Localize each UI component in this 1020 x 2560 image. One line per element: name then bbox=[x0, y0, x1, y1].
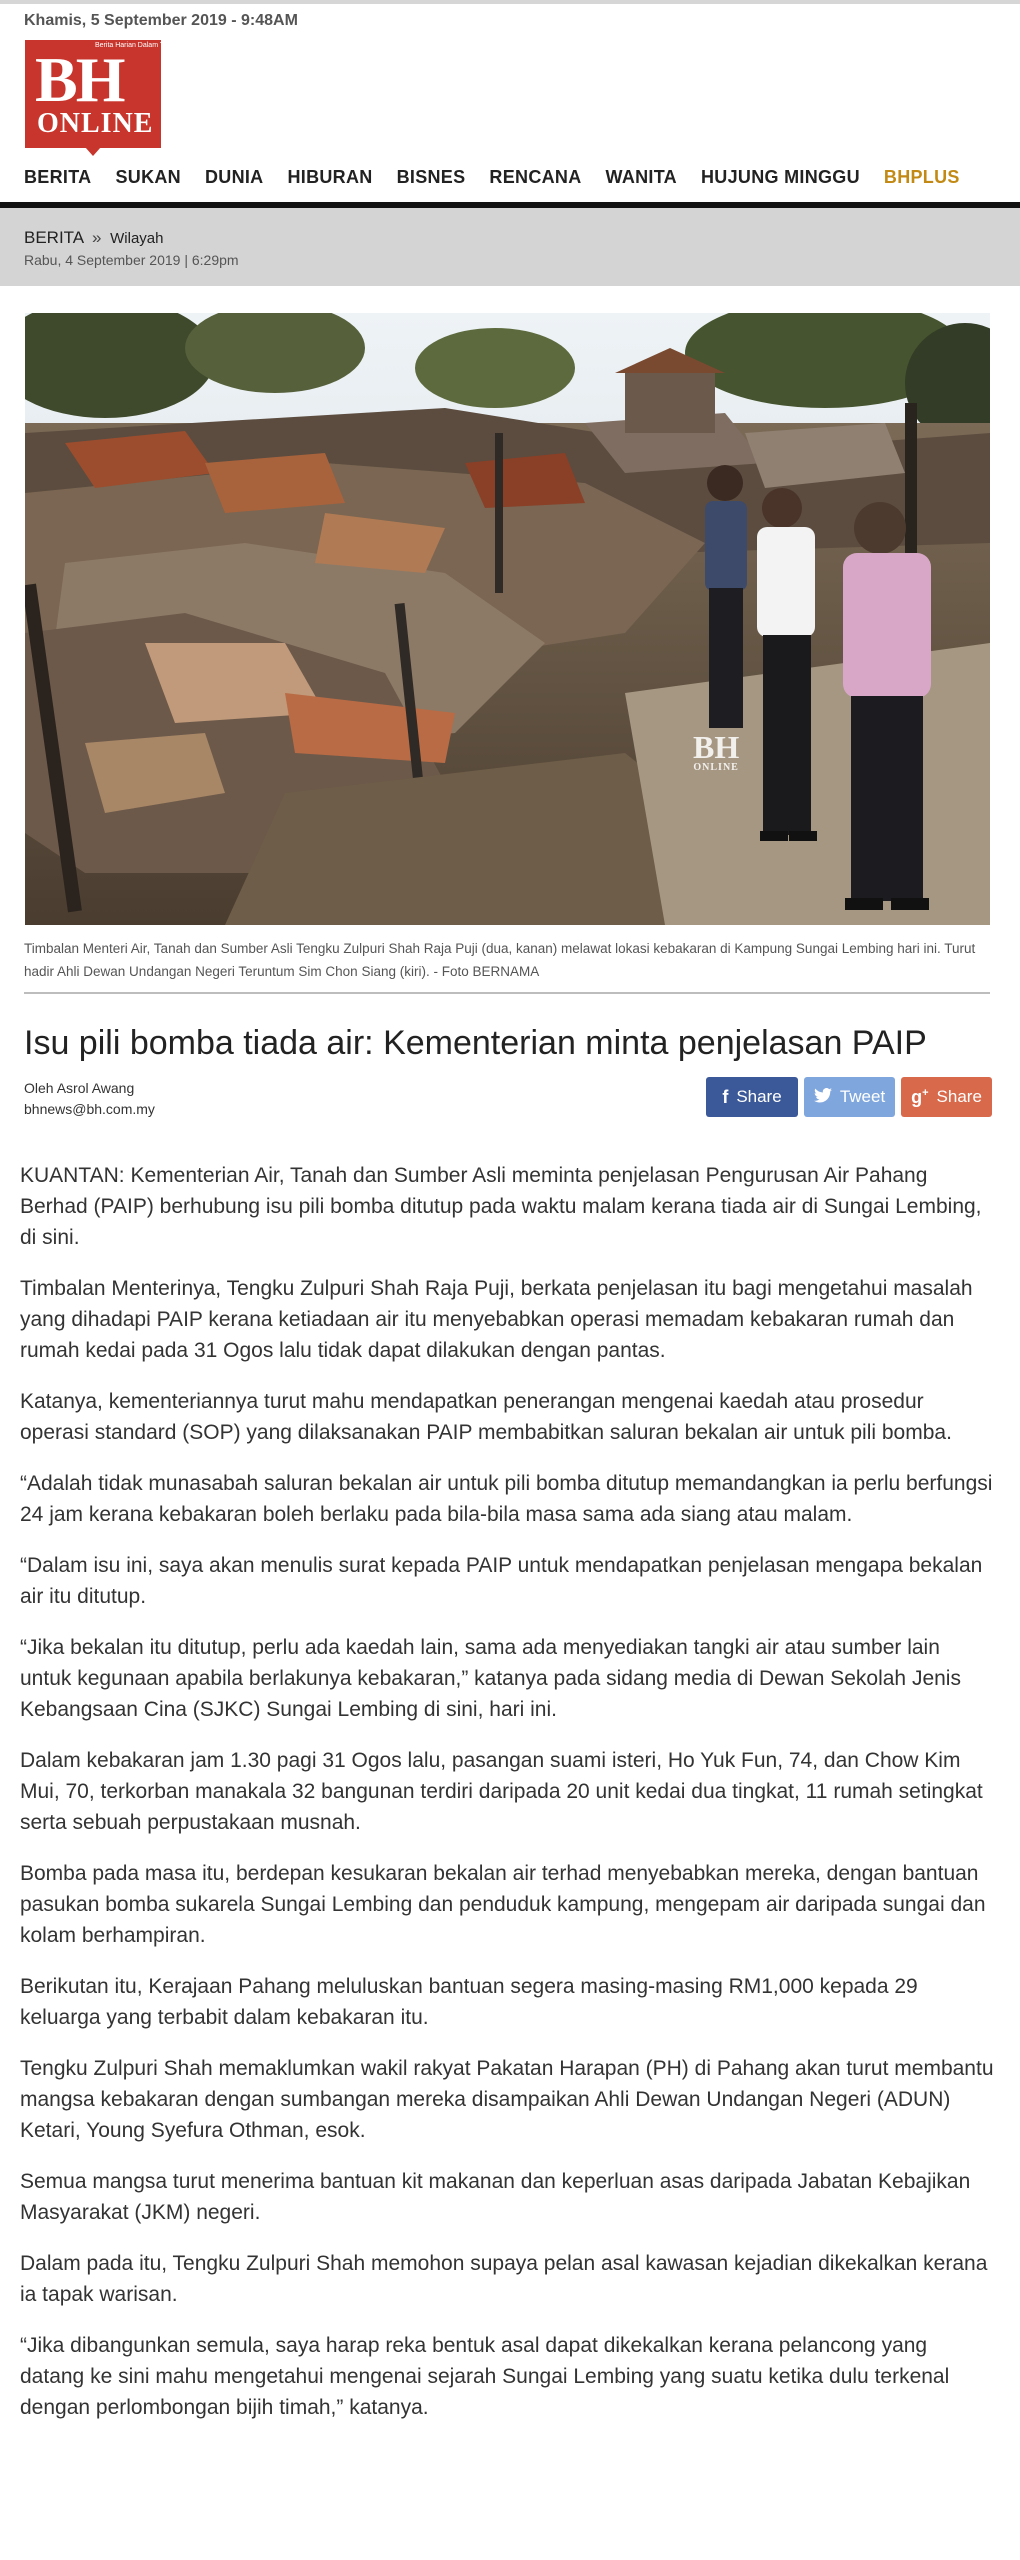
article-paragraph: “Dalam isu ini, saya akan menulis surat kepada PAIP untuk mendapatkan penjelasan mengapa bekalan air itu ditutup. bbox=[20, 1554, 983, 1608]
current-date: Khamis, 5 September 2019 - 9:48AM bbox=[24, 12, 298, 29]
breadcrumb-section[interactable]: BERITA bbox=[24, 228, 84, 247]
bh-online-logo[interactable] bbox=[25, 40, 179, 154]
article-paragraph: Timbalan Menterinya, Tengku Zulpuri Shah Raja Puji, berkata penjelasan itu bagi mengetahui masalah yang dihadapi PAIP kerana ketiadaan air itu menyebabkan operasi memadam kebakaran rumah dan rumah kedai pada 31 Ogos lalu tidak dapat dilakukan dengan pantas. bbox=[20, 1277, 973, 1362]
logo-tagline: Berita Harian Dalam Talian bbox=[95, 42, 179, 49]
article-paragraph: Berikutan itu, Kerajaan Pahang meluluskan bantuan segera masing-masing RM1,000 kepada 29 keluarga yang terbabit dalam kebakaran itu. bbox=[20, 1975, 918, 2029]
watermark-bh: BH bbox=[693, 729, 740, 765]
nav-wanita[interactable]: WANITA bbox=[605, 167, 677, 187]
article-paragraph: KUANTAN: Kementerian Air, Tanah dan Sumber Asli meminta penjelasan Pengurusan Air Pahang Berhad (PAIP) berhubung isu pili bomba ditutup pada waktu malam kerana tiada air di Sungai Lembing, di sini. bbox=[20, 1164, 982, 1249]
main-nav bbox=[24, 167, 984, 188]
nav-sukan[interactable]: SUKAN bbox=[115, 167, 181, 187]
article-paragraph: Tengku Zulpuri Shah memaklumkan wakil rakyat Pakatan Harapan (PH) di Pahang akan turut membantu mangsa kebakaran dengan sumbangan mereka disampaikan Ahli Dewan Undangan Negeri (ADUN) Ketari, Young Syefura Othman, esok. bbox=[20, 2057, 994, 2142]
nav-bisnes[interactable]: BISNES bbox=[396, 167, 466, 187]
article-paragraph: Bomba pada masa itu, berdepan kesukaran bekalan air terhad menyebabkan mereka, dengan bantuan pasukan bomba sukarela Sungai Lembing dan penduduk kampung, mengepam air daripada sungai dan kolam berhampiran. bbox=[20, 1862, 986, 1947]
nav-hiburan[interactable]: HIBURAN bbox=[287, 167, 373, 187]
article-paragraph: “Jika dibangunkan semula, saya harap reka bentuk asal dapat dikekalkan kerana pelancong yang datang ke sini mahu mengetahui mengenai sejarah Sungai Lembing yang suatu ketika dulu terkenal dengan perlombongan bijih timah,” katanya. bbox=[20, 2334, 950, 2419]
breadcrumb-separator: » bbox=[91, 228, 102, 247]
article-paragraph: Katanya, kementeriannya turut mahu mendapatkan penerangan mengenai kaedah atau prosedur operasi standard (SOP) yang dilaksanakan PAIP membabitkan saluran bekalan air untuk pili bomba. bbox=[20, 1390, 952, 1444]
twitter-tweet-label: Tweet bbox=[839, 1087, 886, 1106]
facebook-share-label: Share bbox=[736, 1087, 782, 1106]
article-paragraph: “Adalah tidak munasabah saluran bekalan air untuk pili bomba ditutup memandangkan ia perlu berfungsi 24 jam kerana kebakaran boleh berlaku pada bila-bila masa sama ada siang atau malam. bbox=[20, 1472, 993, 1526]
nav-dunia[interactable]: DUNIA bbox=[204, 167, 264, 187]
author-name: Oleh Asrol Awang bbox=[24, 1080, 135, 1096]
publish-date: Rabu, 4 September 2019 | 6:29pm bbox=[24, 252, 239, 268]
photo-caption: Timbalan Menteri Air, Tanah dan Sumber Asli Tengku Zulpuri Shah Raja Puji (dua, kanan) melawat lokasi kebakaran di Kampung Sungai Lembing hari ini. Turut hadir Ahli Dewan Undangan Negeri Teruntum Sim Chon Siang (kiri). - Foto BERNAMA bbox=[24, 941, 976, 979]
article-paragraph: Dalam kebakaran jam 1.30 pagi 31 Ogos lalu, pasangan suami isteri, Ho Yuk Fun, 74, dan Chow Kim Mui, 70, terkorban manakala 32 bangunan terdiri daripada 20 unit kedai dua tingkat, 11 rumah setingkat serta sebuah perpustakaan musnah. bbox=[20, 1749, 983, 1834]
photo-watermark bbox=[693, 731, 739, 773]
article-paragraph: Semua mangsa turut menerima bantuan kit makanan dan keperluan asas daripada Jabatan Kebajikan Masyarakat (JKM) negeri. bbox=[20, 2170, 971, 2224]
logo-online-text: ONLINE bbox=[37, 108, 154, 139]
nav-hujung-minggu[interactable]: HUJUNG MINGGU bbox=[701, 167, 860, 187]
google-plus-icon: g+ bbox=[911, 1086, 929, 1107]
top-border bbox=[0, 0, 1020, 4]
logo-bh-text: BH bbox=[35, 44, 124, 115]
breadcrumb bbox=[24, 228, 164, 248]
share-buttons bbox=[706, 1077, 992, 1117]
article-paragraph: “Jika bekalan itu ditutup, perlu ada kaedah lain, sama ada menyediakan tangki air atau sumber lain untuk kegunaan apabila berlakunya kebakaran,” katanya pada sidang media di Dewan Sekolah Jenis Kebangsaan Cina (SJKC) Sungai Lembing di sini, hari ini. bbox=[20, 1636, 961, 1721]
google-plus-share-button[interactable] bbox=[901, 1077, 992, 1117]
article-headline: Isu pili bomba tiada air: Kementerian minta penjelasan PAIP bbox=[24, 1024, 927, 1062]
facebook-icon: f bbox=[722, 1086, 729, 1107]
google-plus-share-label: Share bbox=[936, 1087, 982, 1106]
nav-berita[interactable]: BERITA bbox=[24, 167, 92, 187]
twitter-icon bbox=[814, 1087, 832, 1108]
article-photo bbox=[25, 313, 990, 925]
nav-rencana[interactable]: RENCANA bbox=[489, 167, 582, 187]
byline bbox=[24, 1078, 155, 1120]
nav-bhplus[interactable]: BHPLUS bbox=[883, 167, 960, 187]
headline-divider bbox=[24, 992, 990, 994]
facebook-share-button[interactable] bbox=[706, 1077, 798, 1117]
article-body bbox=[20, 1160, 995, 2443]
twitter-tweet-button[interactable] bbox=[804, 1077, 895, 1117]
author-email[interactable]: bhnews@bh.com.my bbox=[24, 1101, 155, 1117]
breadcrumb-subsection[interactable]: Wilayah bbox=[110, 230, 164, 247]
watermark-online: ONLINE bbox=[693, 762, 739, 773]
article-paragraph: Dalam pada itu, Tengku Zulpuri Shah memohon supaya pelan asal kawasan kejadian dikekalkan kerana ia tapak warisan. bbox=[20, 2252, 988, 2306]
